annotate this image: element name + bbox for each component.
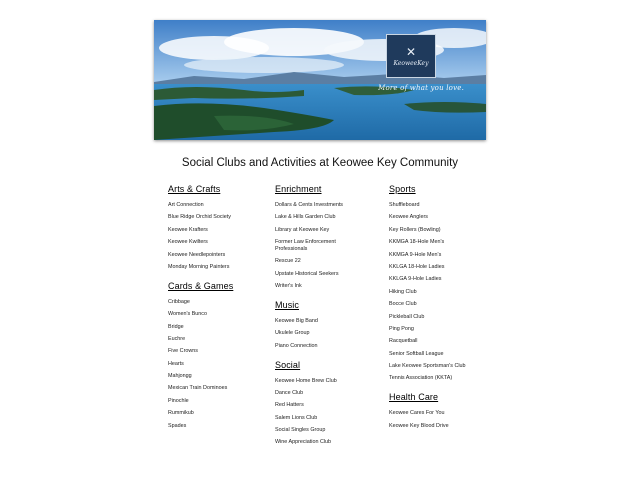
section-title: Health Care bbox=[389, 392, 439, 403]
list-item: Monday Morning Painters bbox=[168, 263, 230, 270]
list-item: Lake Keowee Sportsman's Club bbox=[389, 363, 466, 370]
list-item: Key Rollers (Bowling) bbox=[389, 226, 441, 233]
list-item: Keowee Key Blood Drive bbox=[389, 422, 449, 429]
section-health-care bbox=[389, 392, 466, 429]
list-item: Euchre bbox=[168, 335, 186, 342]
page-title: Social Clubs and Activities at Keowee Key Community bbox=[181, 157, 459, 169]
list-item: KKMGA 9-Hole Men's bbox=[389, 251, 442, 258]
logo-text: KeoweeKey bbox=[393, 59, 429, 67]
list-item: Blue Ridge Orchid Society bbox=[168, 214, 231, 221]
list-item: Spades bbox=[168, 422, 187, 429]
list-item: Hearts bbox=[168, 360, 184, 367]
list-item: Tennis Association (KKTA) bbox=[389, 375, 453, 382]
list-item: Dollars & Cents Investments bbox=[275, 202, 344, 208]
section-title: Enrichment bbox=[275, 184, 322, 194]
list-item: Former Law Enforcement Professionals bbox=[275, 239, 336, 252]
list-item: Cribbage bbox=[168, 298, 190, 305]
list-item: Dance Club bbox=[275, 389, 304, 396]
list-item: Art Connection bbox=[168, 202, 204, 208]
column-3 bbox=[389, 184, 466, 439]
list-item: Bocce Club bbox=[389, 301, 417, 308]
list-item: Piano Connection bbox=[275, 342, 318, 349]
list-item: Social Singles Group bbox=[275, 427, 326, 434]
brand-logo bbox=[386, 34, 436, 78]
list-item: Hiking Club bbox=[389, 288, 417, 295]
lake-landscape-image bbox=[154, 20, 486, 140]
section-title: Sports bbox=[389, 184, 416, 194]
list-item: Keowee Big Band bbox=[275, 317, 318, 324]
section-title: Music bbox=[275, 299, 300, 310]
list-item: KKLGA 9-Hole Ladies bbox=[389, 276, 442, 283]
list-item: Salem Lions Club bbox=[275, 414, 318, 421]
list-item: Senior Softball League bbox=[389, 350, 444, 357]
list-item: Ping Pong bbox=[389, 325, 414, 332]
list-item: Mexican Train Dominoes bbox=[168, 385, 228, 392]
section-title: Arts & Crafts bbox=[168, 184, 221, 194]
list-item: Library at Keowee Key bbox=[275, 226, 330, 233]
list-item: Keowee Needlepointers bbox=[168, 251, 226, 258]
section-title: Cards & Games bbox=[168, 280, 234, 291]
list-item: Keowee Home Brew Club bbox=[275, 377, 337, 384]
section-arts-crafts bbox=[168, 184, 233, 271]
list-item: Bridge bbox=[168, 323, 184, 330]
section-enrichment bbox=[275, 184, 367, 290]
list-item: Upstate Historical Seekers bbox=[275, 270, 339, 277]
list-item: Shuffleboard bbox=[389, 202, 420, 208]
list-item: Writer's Ink bbox=[275, 283, 302, 290]
section-music bbox=[275, 300, 367, 350]
section-title: Social bbox=[275, 359, 301, 370]
column-1 bbox=[168, 184, 233, 439]
tagline: More of what you love. bbox=[378, 84, 464, 92]
column-2 bbox=[275, 184, 367, 456]
list-item: Mahjongg bbox=[168, 373, 192, 380]
list-item: Wine Appreciation Club bbox=[275, 439, 332, 446]
list-item: Rescue 22 bbox=[275, 258, 301, 265]
section-sports bbox=[389, 184, 466, 382]
list-item: Ukulele Group bbox=[275, 330, 310, 337]
list-item: KKLGA 18-Hole Ladies bbox=[389, 263, 445, 270]
list-item: Pinochle bbox=[168, 397, 189, 404]
list-item: Keowee Krafters bbox=[168, 226, 208, 233]
list-item: Keowee Cares For You bbox=[389, 410, 445, 417]
logo-emblem-icon: ✕ bbox=[405, 44, 417, 59]
list-item: KKMGA 18-Hole Men's bbox=[389, 239, 445, 246]
section-social bbox=[275, 360, 367, 447]
list-item: Red Hatters bbox=[275, 402, 304, 409]
list-item: Lake & Hills Garden Club bbox=[275, 214, 336, 221]
list-item: Keowee Kwilters bbox=[168, 239, 208, 246]
list-item: Women's Bunco bbox=[168, 311, 207, 318]
list-item: Five Crowns bbox=[168, 348, 198, 355]
list-item: Racquetball bbox=[389, 338, 418, 345]
list-item: Keowee Anglers bbox=[389, 214, 428, 221]
section-cards-games bbox=[168, 281, 233, 430]
banner-photo bbox=[154, 20, 486, 140]
list-item: Pickleball Club bbox=[389, 313, 425, 320]
list-item: Rummikub bbox=[168, 410, 194, 417]
